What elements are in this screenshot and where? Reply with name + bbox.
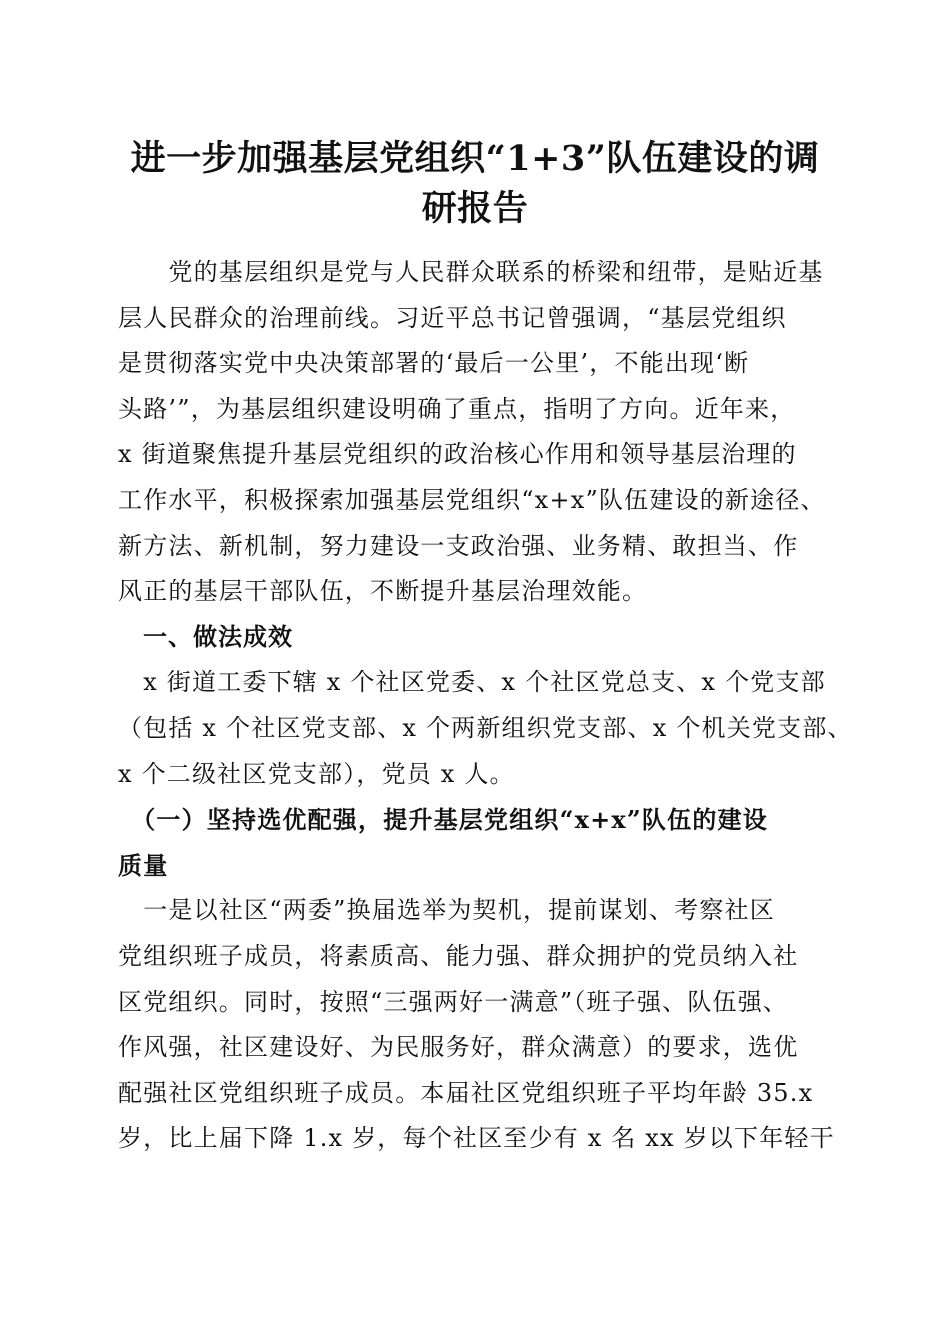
title-line-1: 进一步加强基层党组织“1+3”队伍建设的调 [130, 138, 820, 179]
subsection-line: 作风强，社区建设好、为民服务好，群众满意）的要求，选优 [118, 1033, 799, 1062]
subsection-line: 岁，比上届下降 1.x 岁，每个社区至少有 x 名 xx 岁以下年轻干 [118, 1124, 835, 1153]
intro-line: 层人民群众的治理前线。习近平总书记曾强调，“基层党组织 [118, 303, 787, 332]
section-line: x 个二级社区党支部），党员 x 人。 [118, 759, 515, 788]
subsection-line: 配强社区党组织班子成员。本届社区党组织班子平均年龄 35.x [118, 1078, 814, 1107]
section-line: x 街道工委下辖 x 个社区党委、x 个社区党总支、x 个党支部 [118, 668, 826, 697]
title-line-2: 研报告 [421, 188, 529, 229]
subsection-line: 党组织班子成员，将素质高、能力强、群众拥护的党员纳入社 [118, 941, 799, 970]
intro-line: 工作水平，积极探索加强基层党组织“x+x”队伍建设的新途径、 [118, 485, 826, 514]
section-heading: 一、做法成效 [118, 622, 293, 651]
subsection-heading-line-1: （一）坚持选优配强，提升基层党组织“x+x”队伍的建设 [118, 805, 768, 835]
document-body [118, 250, 853, 1162]
intro-line: 是贯彻落实党中央决策部署的‘最后一公里’，不能出现‘断 [118, 349, 750, 378]
intro-line: 新方法、新机制，努力建设一支政治强、业务精、敢担当、作 [118, 531, 799, 560]
intro-line: x 街道聚焦提升基层党组织的政治核心作用和领导基层治理的 [118, 440, 797, 469]
subsection-line: 一是以社区“两委”换届选举为契机，提前谋划、考察社区 [118, 896, 775, 925]
intro-line: 党的基层组织是党与人民群众联系的桥梁和纽带，是贴近基 [118, 258, 824, 286]
subsection-heading-line-2: 质量 [118, 850, 169, 880]
section-line: （包括 x 个社区党支部、x 个两新组织党支部、x 个机关党支部、 [118, 713, 853, 742]
intro-line: 风正的基层干部队伍，不断提升基层治理效能。 [118, 577, 648, 606]
intro-line: 头路’”，为基层组织建设明确了重点，指明了方向。近年来， [118, 394, 796, 423]
document-title [118, 134, 832, 234]
subsection-line: 区党组织。同时，按照“三强两好一满意”（班子强、队伍强、 [118, 987, 789, 1016]
